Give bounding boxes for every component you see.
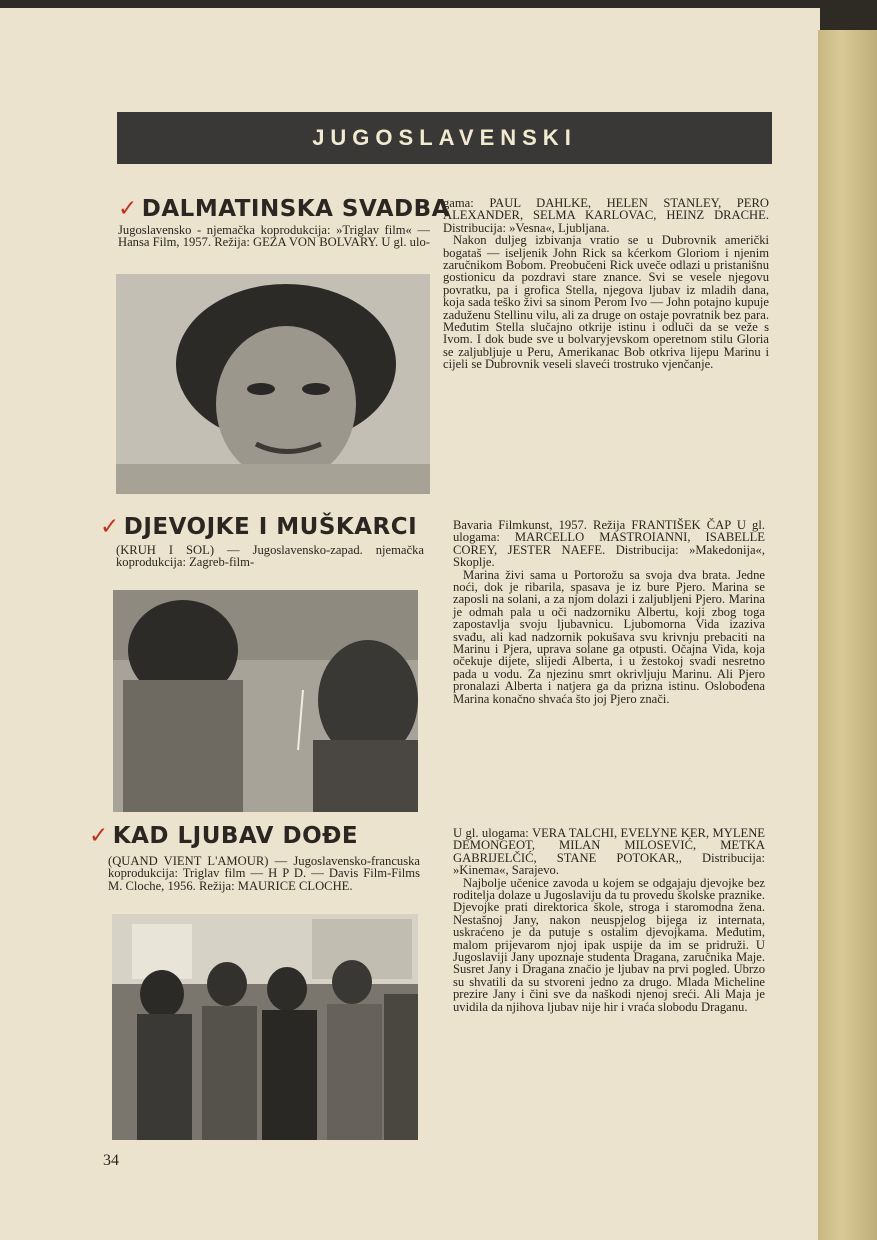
film-photo-2 — [113, 590, 418, 812]
credits-continuation: Bavaria Filmkunst, 1957. Režija FRANTIŠEK ČAP U gl. ulogama: MARCELLO MASTROIANNI, ISABELLE COREY, JESTER NAEFE. Distribucija: »Makedonija«, Skoplje. — [453, 518, 765, 570]
film-text-right-2 — [453, 519, 765, 705]
credits-text: (KRUH I SOL) — Jugoslavensko-zapad. njemačka koprodukcija: Zagreb-film- — [116, 543, 424, 570]
section-header: JUGOSLAVENSKI — [312, 125, 577, 150]
synopsis: Nakon duljeg izbivanja vratio se u Dubrovnik američki bogataš — iseljenik John Rick sa kćerkom Gloriom i njenim zaručnikom Bobom. Preobučeni Rick uveče odlazi u pristanišnu gostionicu da pozdravi stare znance. Svi se vesele njegovu povratku, pa i grofica Stella, njegova ljubav iz mladih dana, koja sada teško živi sa sinom Perom Ivo — John potajno kupuje zaduženu Stellinu vilu, ali za druge on ostaje povratnik bez para. Međutim Stella slučajno otkrije istinu i odluči da se veže s Ivom. I dok bude sve u bolvaryjevskom operetnom stilu Gloria se zaljubljuje u Peru, Amerikanac Bob otkriva lijepu Marinu i cijeli se Dubrovnik veseli slaveći trostruko vjenčanje. — [443, 233, 769, 372]
film-title-3 — [89, 823, 358, 849]
film-title-text: DALMATINSKA SVADBA — [141, 196, 450, 222]
film-photo-3 — [112, 914, 418, 1140]
film-text-right-1 — [443, 197, 769, 371]
credits-continuation: U gl. ulogama: VERA TALCHI, EVELYNE KER, MYLENE DEMONGEOT, MILAN MILOSEVIĆ, METKA GABRIJELČIĆ, STANE POTOKAR,, Distribucija: »Kinema«, Sarajevo. — [453, 826, 765, 878]
film-credits-left-2 — [116, 544, 424, 569]
film-title-text: KAD LJUBAV DOĐE — [112, 823, 359, 849]
checkmark-icon: ✓ — [118, 196, 138, 222]
film-title-text: DJEVOJKE I MUŠKARCI — [123, 514, 418, 540]
film-credits-left-1 — [118, 224, 430, 249]
film-title-2 — [100, 514, 417, 540]
synopsis: Marina živi sama u Portorožu sa svoja dva brata. Jedne noći, dok je ribarila, spasava je iz bure Pjero. Marina se zaposli na solani, a za njom dolazi i zaljubljeni Pjero. Marina je odmah pala u oči nadzorniku Albertu, koji zbog toga zapostavlja svoju ljubavnicu. Ljubomorna Vida izaziva svađu, ali kad nadzornik pokušava svu krivnju prebaciti na Marinu i Pjera, uprava solane ga otpusti. Očajna Vida, koja očekuje dijete, slijedi Alberta, i u žestokoj svadi nesretno pada u vodu. Za njezinu smrt okrivljuju Marinu. Ali Pjero pronalazi Alberta i natjera ga da prizna istinu. Oslobođena Marina konačno shvaća što joj Pjero znači. — [453, 567, 765, 706]
section-banner — [117, 112, 772, 164]
book-spine — [818, 30, 877, 1240]
film-text-right-3 — [453, 827, 765, 1013]
checkmark-icon: ✓ — [100, 514, 120, 540]
film-credits-left-3 — [108, 855, 420, 892]
page-number: 34 — [103, 1152, 119, 1169]
credits-text: (QUAND VIENT L'AMOUR) — Jugoslavensko-francuska koprodukcija: Triglav film — H P D. — Davis Film-Films M. Cloche, 1956. Režija: MAURICE CLOCHE. — [108, 854, 420, 893]
credits-continuation: gama: PAUL DAHLKE, HELEN STANLEY, PERO ALEXANDER, SELMA KARLOVAC, HEINZ DRACHE. Distribucija: »Vesna«, Ljubljana. — [443, 196, 769, 235]
credits-text: Jugoslavensko - njemačka koprodukcija: »Triglav film« — Hansa Film, 1957. Režija: GEZA VON BOLVARY. U gl. ulo- — [118, 223, 430, 250]
synopsis: Najbolje učenice zavoda u kojem se odgajaju djevojke bez roditelja dolaze u Jugoslaviju da tu provedu školske praznike. Djevojke prati direktorica škole, stroga i staromodna žena. Nestašnoj Jany, nakon neuspjelog bijega iz internata, uskraćeno je da putuje s ostalim djevojkama. Međutim, malom prijevarom njoj ipak uspije da im se pridruži. U Jugoslaviji Jany upoznaje studenta Dragana, zaručnika Maje. Susret Jany i Dragana značio je ljubav na prvi pogled. Ubrzo su shvatili da su stvoreni jedno za drugo. Mlada Micheline prezire Jany i čini sve da naškodi njenoj sreći. Ali Maja je uvidila da njihova ljubav nije hir i vraća slobodu Draganu. — [453, 875, 765, 1014]
film-title-1 — [118, 196, 450, 222]
checkmark-icon: ✓ — [89, 823, 109, 849]
film-photo-1 — [116, 274, 430, 494]
